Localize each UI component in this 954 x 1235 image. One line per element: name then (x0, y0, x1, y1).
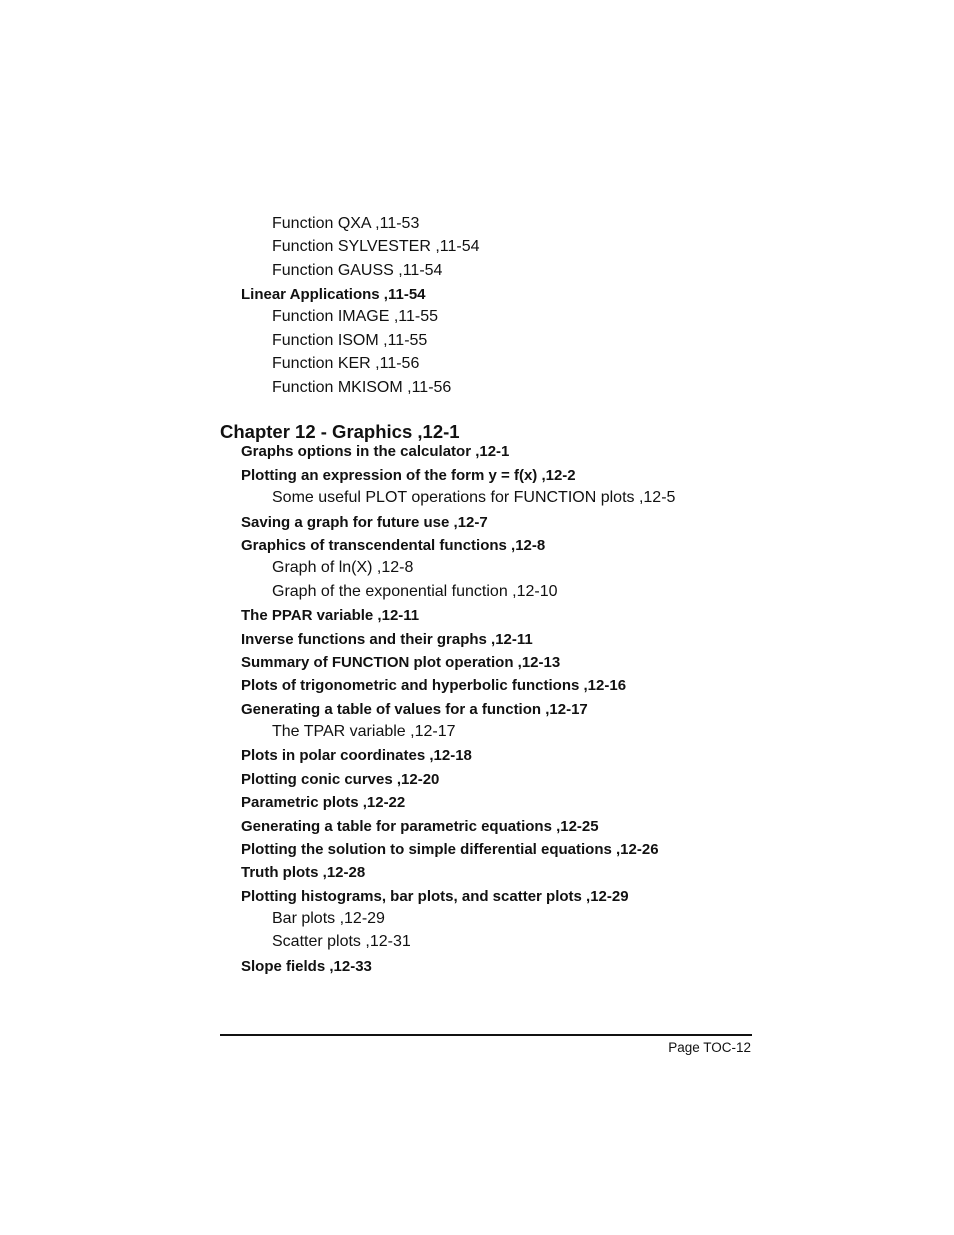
toc-entry: Function SYLVESTER ,11-54 (272, 238, 480, 255)
toc-entry: Some useful PLOT operations for FUNCTION plots ,12-5 (272, 489, 676, 506)
toc-section: Summary of FUNCTION plot operation ,12-13 (241, 654, 561, 671)
toc-section: Generating a table for parametric equations ,12-25 (241, 818, 599, 835)
toc-section: Generating a table of values for a function ,12-17 (241, 701, 588, 718)
toc-section: Saving a graph for future use ,12-7 (241, 514, 488, 531)
toc-entry: Function IMAGE ,11-55 (272, 308, 438, 325)
toc-entry: Graph of the exponential function ,12-10 (272, 583, 558, 600)
toc-entry: Function KER ,11-56 (272, 355, 420, 372)
toc-entry: Function MKISOM ,11-56 (272, 379, 452, 396)
toc-section: Plots in polar coordinates ,12-18 (241, 747, 472, 764)
toc-entry: Bar plots ,12-29 (272, 910, 385, 927)
toc-entry: Scatter plots ,12-31 (272, 933, 411, 950)
toc-entry: Graph of ln(X) ,12-8 (272, 559, 414, 576)
chapter-heading: Chapter 12 - Graphics ,12-1 (220, 421, 460, 442)
footer-rule (220, 1034, 752, 1036)
toc-section: Slope fields ,12-33 (241, 958, 372, 975)
toc-section: Inverse functions and their graphs ,12-11 (241, 631, 533, 648)
toc-section: Plotting histograms, bar plots, and scatter plots ,12-29 (241, 888, 629, 905)
toc-section: Graphs options in the calculator ,12-1 (241, 443, 510, 460)
toc-entry: Function ISOM ,11-55 (272, 332, 428, 349)
toc-section: Parametric plots ,12-22 (241, 794, 406, 811)
toc-section: Truth plots ,12-28 (241, 864, 366, 881)
toc-section: Graphics of transcendental functions ,12-8 (241, 537, 546, 554)
toc-section: Plotting an expression of the form y = f(x) ,12-2 (241, 467, 576, 484)
toc-section: Plotting the solution to simple differential equations ,12-26 (241, 841, 659, 858)
toc-entry: The TPAR variable ,12-17 (272, 723, 456, 740)
toc-entry: Function QXA ,11-53 (272, 215, 420, 232)
toc-section: Linear Applications ,11-54 (241, 286, 426, 303)
page-number: Page TOC-12 (668, 1040, 751, 1055)
toc-section: Plotting conic curves ,12-20 (241, 771, 440, 788)
toc-section: The PPAR variable ,12-11 (241, 607, 420, 624)
toc-entry: Function GAUSS ,11-54 (272, 262, 443, 279)
toc-section: Plots of trigonometric and hyperbolic functions ,12-16 (241, 677, 627, 694)
